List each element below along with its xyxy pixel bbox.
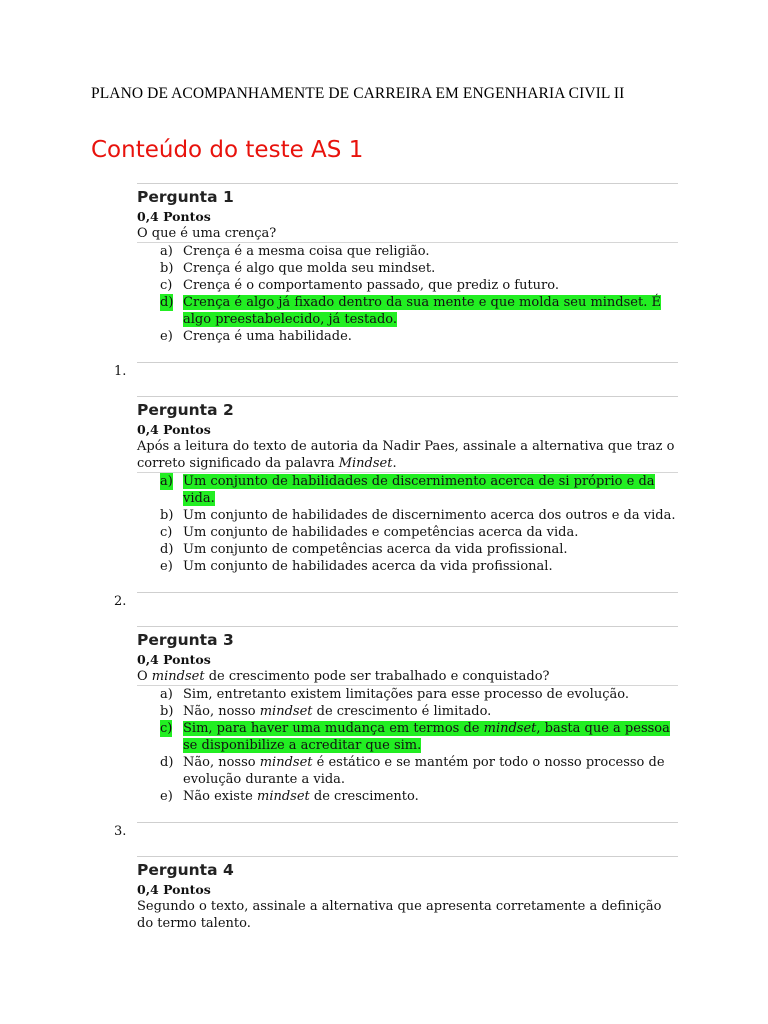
option-text: Não existe mindset de crescimento. xyxy=(183,789,419,804)
option-letter: c) xyxy=(160,525,173,540)
question-text xyxy=(137,225,678,243)
question-number: 1. xyxy=(114,364,127,379)
divider xyxy=(137,362,678,363)
option-c[interactable] xyxy=(137,524,678,541)
option-a[interactable] xyxy=(137,686,678,703)
option-e[interactable] xyxy=(137,328,678,345)
option-letter: d) xyxy=(160,542,174,557)
question-points: 0,4 Pontos xyxy=(137,209,211,224)
option-a-correct[interactable] xyxy=(137,473,678,507)
option-e[interactable] xyxy=(137,788,678,805)
option-text: Um conjunto de habilidades acerca da vida profissional. xyxy=(183,559,553,574)
option-d[interactable] xyxy=(137,541,678,558)
option-text: Crença é o comportamento passado, que prediz o futuro. xyxy=(183,278,559,293)
question-text xyxy=(137,438,678,473)
option-letter: d) xyxy=(160,295,174,310)
question-3 xyxy=(137,626,678,805)
question-text xyxy=(137,898,678,932)
answer-options xyxy=(137,243,678,345)
option-text: Crença é a mesma coisa que religião. xyxy=(183,244,430,259)
answer-options xyxy=(137,473,678,575)
option-d[interactable] xyxy=(137,754,678,788)
option-letter: d) xyxy=(160,755,174,770)
question-points: 0,4 Pontos xyxy=(137,422,211,437)
option-letter: e) xyxy=(160,559,173,574)
option-text: Crença é algo já fixado dentro da sua mente e que molda seu mindset. É algo preestabelecido, já testado. xyxy=(183,295,661,327)
prompt-part: Após a leitura do texto de autoria da Nadir Paes, assinale a alternativa que traz o correto significado da palavra xyxy=(137,439,675,471)
divider xyxy=(137,183,678,184)
question-prompt: O que é uma crença? xyxy=(137,226,277,241)
option-letter: a) xyxy=(160,687,173,702)
prompt-part: . xyxy=(392,456,397,471)
option-letter: a) xyxy=(160,474,173,489)
option-text: Um conjunto de habilidades de discernimento acerca de si próprio e da vida. xyxy=(183,474,655,506)
option-letter: c) xyxy=(160,721,173,736)
option-d-correct[interactable] xyxy=(137,294,678,328)
question-title: Pergunta 3 xyxy=(137,631,234,649)
prompt-part: O xyxy=(137,669,152,684)
option-letter: e) xyxy=(160,789,173,804)
option-text: Um conjunto de habilidades de discernimento acerca dos outros e da vida. xyxy=(183,508,676,523)
option-letter: b) xyxy=(160,508,174,523)
option-letter: b) xyxy=(160,261,174,276)
option-b[interactable] xyxy=(137,260,678,277)
option-letter: a) xyxy=(160,244,173,259)
question-points: 0,4 Pontos xyxy=(137,652,211,667)
divider xyxy=(137,856,678,857)
option-b[interactable] xyxy=(137,703,678,720)
option-text: Um conjunto de habilidades e competências acerca da vida. xyxy=(183,525,579,540)
option-letter: e) xyxy=(160,329,173,344)
option-text: Sim, para haver uma mudança em termos de mindset, basta que a pessoa se disponibilize a acreditar que sim. xyxy=(183,721,670,753)
question-2 xyxy=(137,396,678,575)
question-points: 0,4 Pontos xyxy=(137,882,211,897)
option-text: Não, nosso mindset é estático e se mantém por todo o nosso processo de evolução durante a vida. xyxy=(183,755,665,787)
question-title: Pergunta 2 xyxy=(137,401,234,419)
option-b[interactable] xyxy=(137,507,678,524)
option-text: Sim, entretanto existem limitações para esse processo de evolução. xyxy=(183,687,629,702)
question-prompt: Segundo o texto, assinale a alternativa que apresenta corretamente a definição do termo talento. xyxy=(137,899,662,931)
option-text: Um conjunto de competências acerca da vida profissional. xyxy=(183,542,568,557)
question-1 xyxy=(137,183,678,345)
option-letter: c) xyxy=(160,278,173,293)
option-c[interactable] xyxy=(137,277,678,294)
question-prompt xyxy=(137,668,678,685)
prompt-italic: Mindset xyxy=(338,456,393,471)
divider xyxy=(137,396,678,397)
option-letter: b) xyxy=(160,704,174,719)
document-header: PLANO DE ACOMPANHAMENTE DE CARREIRA EM ENGENHARIA CIVIL II xyxy=(91,85,625,102)
question-prompt xyxy=(137,438,678,472)
divider xyxy=(137,592,678,593)
option-text: Crença é uma habilidade. xyxy=(183,329,352,344)
option-e[interactable] xyxy=(137,558,678,575)
question-number: 3. xyxy=(114,824,127,839)
divider xyxy=(137,822,678,823)
question-4 xyxy=(137,856,678,932)
divider xyxy=(137,626,678,627)
question-text xyxy=(137,668,678,686)
option-text: Não, nosso mindset de crescimento é limitado. xyxy=(183,704,492,719)
prompt-italic: mindset xyxy=(151,669,205,684)
option-c-correct[interactable] xyxy=(137,720,678,754)
question-title: Pergunta 4 xyxy=(137,861,234,879)
question-number: 2. xyxy=(114,594,127,609)
prompt-part: de crescimento pode ser trabalhado e conquistado? xyxy=(204,669,550,684)
question-title: Pergunta 1 xyxy=(137,188,234,206)
answer-options xyxy=(137,686,678,805)
option-a[interactable] xyxy=(137,243,678,260)
option-text: Crença é algo que molda seu mindset. xyxy=(183,261,436,276)
test-title: Conteúdo do teste AS 1 xyxy=(91,137,364,163)
